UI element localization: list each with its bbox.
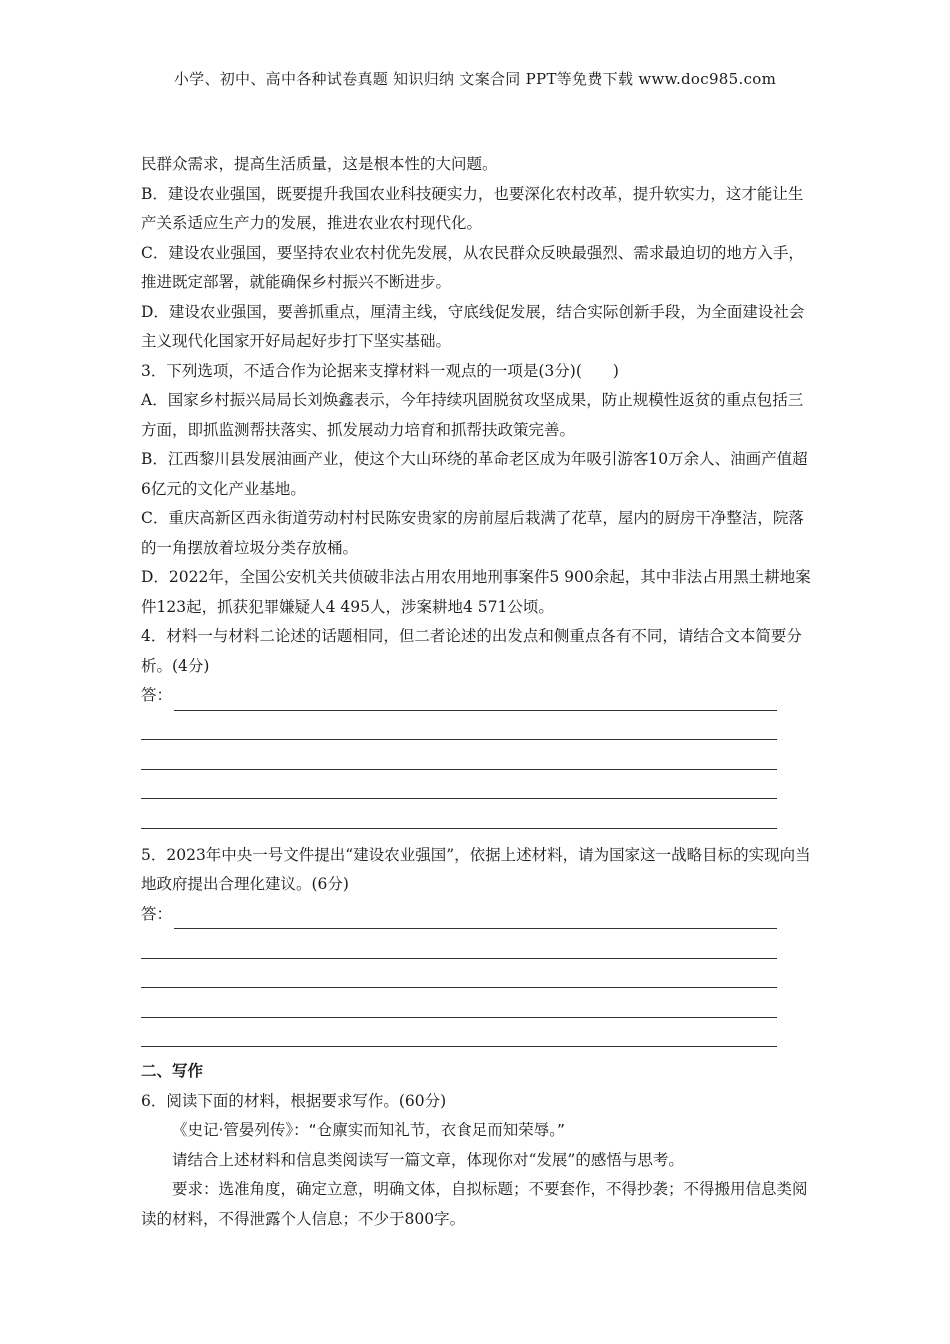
q2-option-a-tail: 民群众需求，提高生活质量，这是根本性的大问题。: [141, 155, 498, 173]
q6-quote: 《史记·管晏列传》：“仓廪实而知礼节，衣食足而知荣辱。”: [172, 1121, 565, 1139]
q3-option-c: C．重庆高新区西永街道劳动村村民陈安贵家的房前屋后栽满了花草，屋内的厨房干净整洁，院落的一角摆放着垃圾分类存放桶。: [141, 509, 804, 557]
q3-stem: 3．下列选项，不适合作为论据来支撑材料一观点的一项是(3分)( ): [141, 361, 619, 380]
q5-answer-label: 答：: [141, 904, 173, 923]
q6-requirements: 要求：选准角度，确定立意，明确文体，自拟标题；不要套作，不得抄袭；不得搬用信息类阅读的材料，不得泄露个人信息；不少于800字。: [141, 1180, 808, 1228]
answer-line[interactable]: [141, 929, 777, 959]
q3-option-d: D．2022年，全国公安机关共侦破非法占用农用地刑事案件5 900余起，其中非法占用黑土耕地案件123起，抓获犯罪嫌疑人4 495人，涉案耕地4 571公顷。: [141, 568, 811, 616]
answer-line[interactable]: [141, 799, 777, 829]
q4-answer-area[interactable]: [141, 681, 777, 711]
page-header: 小学、初中、高中各种试卷真题 知识归纳 文案合同 PPT等免费下载 www.doc985.com: [173, 70, 777, 88]
answer-line[interactable]: [174, 906, 777, 929]
answer-line[interactable]: [141, 959, 777, 989]
answer-line[interactable]: [141, 1018, 777, 1048]
document-body: [141, 150, 813, 1234]
section-title-writing: 二、写作: [141, 1062, 204, 1080]
answer-line[interactable]: [141, 988, 777, 1018]
q3-option-a: A．国家乡村振兴局局长刘焕鑫表示，今年持续巩固脱贫攻坚成果，防止规模性返贫的重点包括三方面，即抓监测帮扶落实、抓发展动力培育和抓帮扶政策完善。: [141, 391, 804, 439]
q3-option-b: B．江西黎川县发展油画产业，使这个大山环绕的革命老区成为年吸引游客10万余人、油画产值超6亿元的文化产业基地。: [141, 450, 808, 498]
answer-line[interactable]: [141, 740, 777, 770]
q4-stem: 4．材料一与材料二论述的话题相同，但二者论述的出发点和侧重点各有不同，请结合文本简要分析。(4分): [141, 627, 802, 675]
q6-stem: 6．阅读下面的材料，根据要求写作。(60分): [141, 1091, 447, 1110]
q6-instruction: 请结合上述材料和信息类阅读写一篇文章，体现你对“发展”的感悟与思考。: [172, 1150, 684, 1169]
answer-line[interactable]: [174, 688, 777, 711]
q5-answer-area[interactable]: [141, 900, 777, 930]
q4-answer-label: 答：: [141, 686, 173, 704]
answer-line[interactable]: [141, 770, 777, 800]
q2-option-c: C．建设农业强国，要坚持农业农村优先发展，从农民群众反映最强烈、需求最迫切的地方入手，推进既定部署，就能确保乡村振兴不断进步。: [141, 243, 804, 291]
answer-line[interactable]: [141, 711, 777, 741]
q2-option-d: D．建设农业强国，要善抓重点，厘清主线，守底线促发展，结合实际创新手段，为全面建设社会主义现代化国家开好局起好步打下坚实基础。: [141, 302, 805, 350]
q2-option-b: B．建设农业强国，既要提升我国农业科技硬实力，也要深化农村改革，提升软实力，这才能让生产关系适应生产力的发展，推进农业农村现代化。: [141, 184, 804, 232]
q5-stem: 5．2023年中央一号文件提出“建设农业强国”，依据上述材料，请为国家这一战略目标的实现向当地政府提出合理化建议。(6分): [141, 845, 811, 893]
